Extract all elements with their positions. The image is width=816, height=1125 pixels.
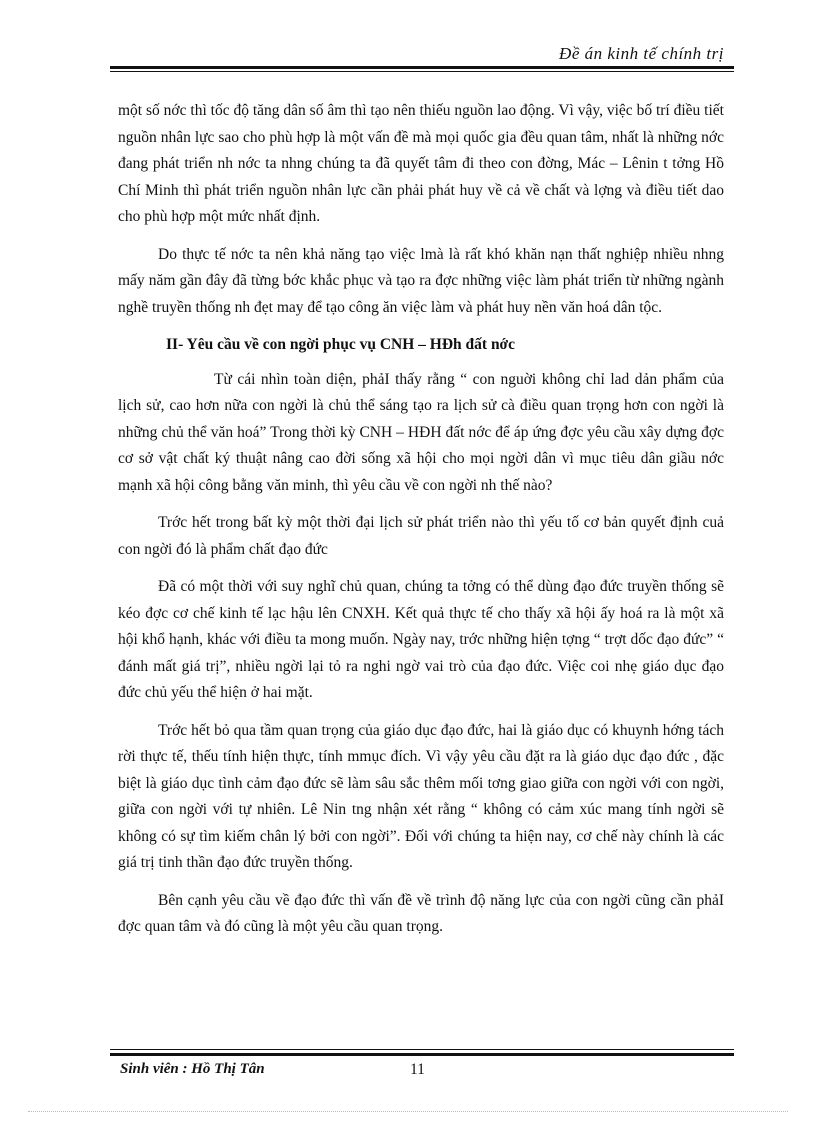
footer-student-name: Sinh viên : Hồ Thị Tân [120,1061,265,1077]
page-header [0,0,816,80]
paragraph-4: Trớc hết trong bất kỳ một thời đại lịch sử phát triển nào thì yếu tố cơ bản quyết định cuả con ngời đó là phẩm chất đạo đức [118,514,724,558]
footer-rule-thick [110,1053,734,1056]
page-body [118,98,724,952]
page-bottom-dotted-line [28,1111,788,1113]
page-footer [0,1045,816,1125]
paragraph-7: Bên cạnh yêu cầu về đạo đức thì vấn đề về trình độ năng lực của con ngời cũng cần phảI đợc quan tâm và đó cũng là một yêu cầu quan trọng. [118,891,724,935]
header-rule-thin [110,71,734,72]
page-number: 11 [410,1061,425,1078]
section-heading: II- Yêu cầu về con ngời phục vụ CNH – HĐh đất nớc [166,336,516,353]
paragraph-2: Do thực tế nớc ta nên khả năng tạo việc lmà là rất khó khăn nạn thất nghiệp nhiều nhng mấy năm gần đây đã từng bớc khắc phục và tạo ra đợc những việc làm phát triển từ những ngành nghề truyền thống nh đẹt may để tạo công ăn việc làm và phát huy nền văn hoá dân tộc. [118,245,724,316]
paragraph-1: một số nớc thì tốc độ tăng dân số âm thì tạo nên thiếu nguồn lao động. Vì vậy, việc bố trí điều tiết nguồn nhân lực sao cho phù hợp là một vấn đề mà mọi quốc gia đều quan tâm, nhất là những nớc đang phát triển nh nớc ta nhng chúng ta đã quyết tâm đi theo con đờng, Mác – Lênin t tởng Hồ Chí Minh thì phát triển nguồn nhân lực cần phải phát huy về cả về chất và lợng và điều tiết dao cho phù hợp một mức nhất định. [118,102,724,225]
header-rule-thick [110,66,734,69]
header-title: Đề án kinh tế chính trị [559,44,724,63]
paragraph-3: Từ cái nhìn toàn diện, phảI thấy rằng “ con nguời không chỉ lad dản phẩm của lịch sử, cao hơn nữa con ngời là chủ thể sáng tạo ra lịch sử cà điều quan trọng hơn con ngời là những chủ thể văn hoá” Trong thời kỳ CNH – HĐH đất nớc để áp ứng đợc yêu cầu xây dựng đợc cơ sở vật chất ký thuật nâng cao đời sống xã hội cho mọi ngời dân vì mục tiêu dân giầu nớc mạnh xã hội công bằng văn minh, thì yêu cầu về con ngời nh thế nào? [118,370,724,494]
paragraph-6: Trớc hết bỏ qua tầm quan trọng của giáo dục đạo đức, hai là giáo dục có khuynh hớng tách rời thực tế, thếu tính hiện thực, tính mmục đích. Vì vậy yêu cầu đặt ra là giáo dục đạo đức , đặc biệt là giáo dục tình cảm đạo đức sẽ làm sâu sắc thêm mối tơng giao giữa con ngời với con ngời, giữa con ngời với tự nhiên. Lê Nin tng nhận xét rằng “ không có cảm xúc mang tính ngời sẽ không có sự tìm kiếm chân lý bởi con ngời”. Đối với chúng ta hiện nay, cơ chế này chính là các giá trị tinh thần đạo đức truyền thống. [118,721,724,871]
footer-rule-thin [110,1049,734,1050]
paragraph-5: Đã có một thời với suy nghĩ chủ quan, chúng ta tởng có thể dùng đạo đức truyền thống sẽ kéo đợc cơ chế kinh tế lạc hậu lên CNXH. Kết quả thực tế cho thấy xã hội ấy hoá ra là một xã hội khổ hạnh, khác với điều ta mong muốn. Ngày nay, trớc những hiện tợng “ trợt dốc đạo đức” “ đánh mất giá trị”, nhiều ngời lại tỏ ra nghi ngờ vai trò của đạo đức. Việc coi nhẹ giáo dục đạo đức chủ yếu thể hiện ở hai mặt. [118,578,724,701]
